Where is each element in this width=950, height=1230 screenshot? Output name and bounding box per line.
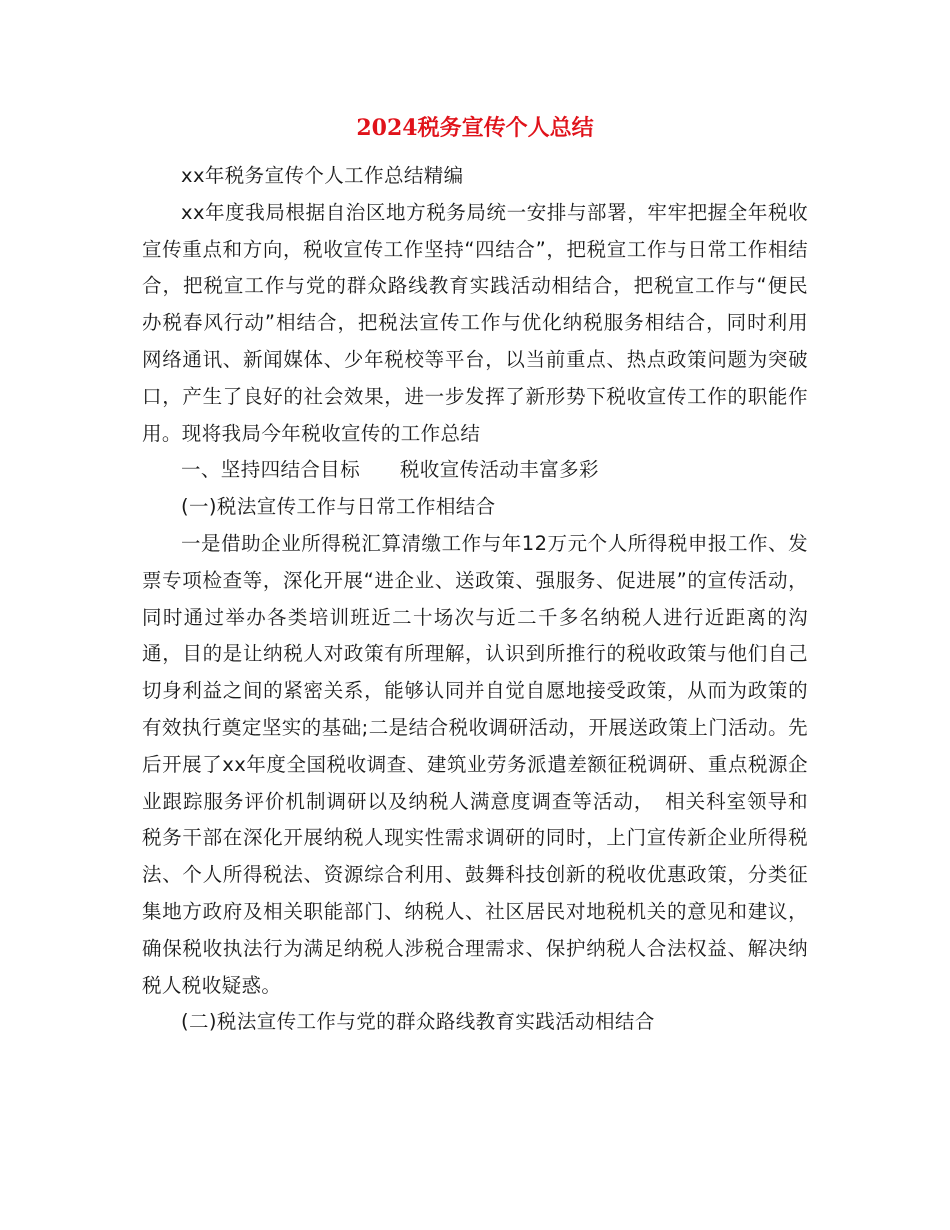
- section-heading: 一、坚持四结合目标 税收宣传活动丰富多彩: [181, 458, 599, 482]
- document-title: 2024税务宣传个人总结: [356, 115, 594, 141]
- intro-paragraph: xx年度我局根据自治区地方税务局统一安排与部署，牢牢把握全年税收宣传重点和方向，税收宣传工作坚持“四结合”，把税宣工作与日常工作相结合，把税宣工作与党的群众路线教育实践活动相结合，把税宣工作与“便民办税春风行动”相结合，把税法宣传工作与优化纳税服务相结合，同时利用网络通讯、新闻媒体、少年税校等平台，以当前重点、热点政策问题为突破口，产生了良好的社会效果，进一步发挥了新形势下税收宣传工作的职能作用。现将我局今年税收宣传的工作总结: [142, 200, 808, 445]
- subsection-heading: (二)税法宣传工作与党的群众路线教育实践活动相结合: [181, 1010, 655, 1034]
- subtitle-paragraph: xx年税务宣传个人工作总结精编: [181, 164, 464, 187]
- body-paragraph: 一是借助企业所得税汇算清缴工作与年12万元个人所得税申报工作、发票专项检查等，深化开展“进企业、送政策、强服务、促进展”的宣传活动，同时通过举办各类培训班近二十场次与近二千多名纳税人进行近距离的沟通，目的是让纳税人对政策有所理解，认识到所推行的税收政策与他们自己切身利益之间的紧密关系，能够认同并自觉自愿地接受政策，从而为政策的有效执行奠定坚实的基础;二是结合税收调研活动，开展送政策上门活动。先后开展了xx年度全国税收调查、建筑业劳务派遣差额征税调研、重点税源企业跟踪服务评价机制调研以及纳税人满意度调查等活动， 相关科室领导和税务干部在深化开展纳税人现实性需求调研的同时，上门宣传新企业所得税法、个人所得税法、资源综合利用、鼓舞科技创新的税收优惠政策，分类征集地方政府及相关职能部门、纳税人、社区居民对地税机关的意见和建议，确保税收执法行为满足纳税人涉税合理需求、保护纳税人合法权益、解决纳税人税收疑惑。: [142, 531, 808, 997]
- document-body: [142, 158, 808, 1041]
- subsection-heading: (一)税法宣传工作与日常工作相结合: [181, 495, 496, 519]
